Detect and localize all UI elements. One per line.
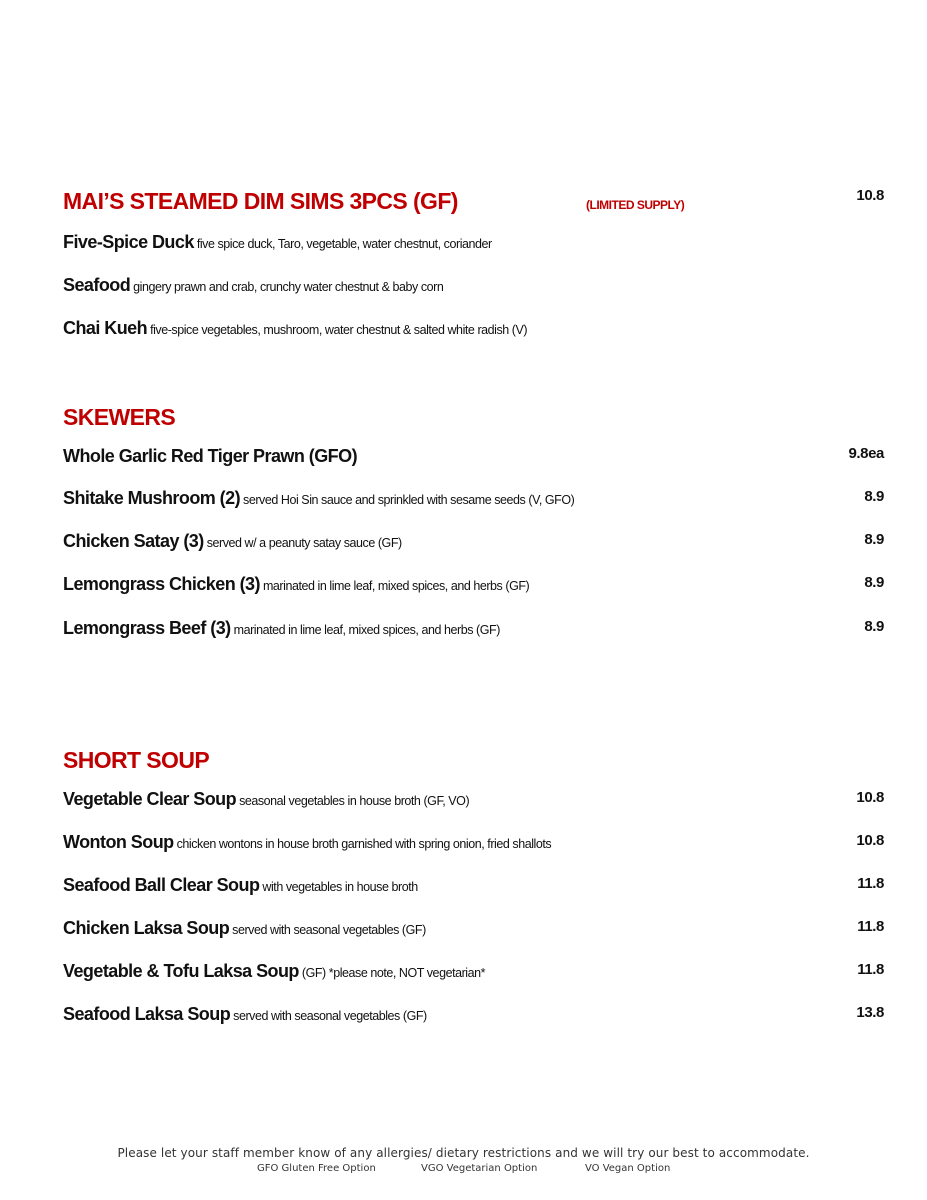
section-title-dim-sims: MAI’S STEAMED DIM SIMS 3PCS (GF) <box>63 188 458 214</box>
menu-item-lemongrass-beef <box>63 619 500 638</box>
menu-item-seafood-ball-clear-soup <box>63 876 418 895</box>
legend-vegetarian-option: VGO Vegetarian Option <box>421 1163 538 1174</box>
menu-item-chai-kueh <box>63 319 527 338</box>
item-price: 11.8 <box>857 918 884 935</box>
menu-item-lemongrass-chicken <box>63 575 529 594</box>
item-name: Chicken Satay (3) <box>63 531 204 551</box>
item-description: marinated in lime leaf, mixed spices, and herbs (GF) <box>233 623 500 637</box>
item-description: with vegetables in house broth <box>262 880 418 894</box>
item-name: Vegetable & Tofu Laksa Soup <box>63 961 299 981</box>
item-description: served Hoi Sin sauce and sprinkled with sesame seeds (V, GFO) <box>243 493 575 507</box>
item-name: Vegetable Clear Soup <box>63 789 237 809</box>
menu-item-red-tiger-prawn <box>63 447 360 466</box>
legend-vegan-option: VO Vegan Option <box>585 1163 671 1174</box>
item-description: marinated in lime leaf, mixed spices, and herbs (GF) <box>262 579 530 593</box>
item-price: 8.9 <box>864 574 884 591</box>
item-price: 13.8 <box>856 1004 884 1021</box>
item-description: gingery prawn and crab, crunchy water chestnut & baby corn <box>133 280 444 294</box>
menu-item-chicken-satay <box>63 532 402 551</box>
dim-sims-price: 10.8 <box>856 187 884 204</box>
item-description: five spice duck, Taro, vegetable, water chestnut, coriander <box>196 237 492 251</box>
item-name: Seafood <box>63 275 131 295</box>
item-name: Seafood Laksa Soup <box>63 1004 231 1024</box>
item-description: (GF) *please note, NOT vegetarian* <box>301 966 486 980</box>
menu-item-wonton-soup <box>63 833 551 852</box>
item-name: Five-Spice Duck <box>63 232 194 252</box>
menu-item-five-spice-duck <box>63 233 492 252</box>
item-description: seasonal vegetables in house broth (GF, VO) <box>239 794 470 808</box>
item-price: 10.8 <box>856 789 884 806</box>
allergy-notice: Please let your staff member know of any allergies/ dietary restrictions and we will try our best to accommodate. <box>117 1146 810 1160</box>
menu-item-seafood-laksa-soup <box>63 1005 427 1024</box>
item-price: 11.8 <box>857 961 884 978</box>
item-price: 8.9 <box>864 488 884 505</box>
item-name: Shitake Mushroom (2) <box>63 488 241 508</box>
menu-item-seafood <box>63 276 443 295</box>
item-name: Lemongrass Chicken (3) <box>63 574 260 594</box>
item-description: served with seasonal vegetables (GF) <box>233 1009 427 1023</box>
item-name: Lemongrass Beef (3) <box>63 618 231 638</box>
item-name: Wonton Soup <box>63 832 174 852</box>
legend-gluten-free-option: GFO Gluten Free Option <box>257 1163 376 1174</box>
item-name: Seafood Ball Clear Soup <box>63 875 260 895</box>
item-price: 8.9 <box>864 618 884 635</box>
item-price: 10.8 <box>856 832 884 849</box>
limited-supply-note: (LIMITED SUPPLY) <box>586 198 685 212</box>
item-name: Chicken Laksa Soup <box>63 918 230 938</box>
item-name: Chai Kueh <box>63 318 148 338</box>
item-description: served with seasonal vegetables (GF) <box>232 923 426 937</box>
menu-item-vegetable-tofu-laksa-soup <box>63 962 485 981</box>
menu-item-shitake-mushroom <box>63 489 574 508</box>
section-title-skewers: SKEWERS <box>63 404 176 430</box>
item-description: served w/ a peanuty satay sauce (GF) <box>206 536 402 550</box>
item-price: 11.8 <box>857 875 884 892</box>
item-description: five-spice vegetables, mushroom, water chestnut & salted white radish (V) <box>150 323 528 337</box>
menu-item-vegetable-clear-soup <box>63 790 469 809</box>
item-name: Whole Garlic Red Tiger Prawn (GFO) <box>63 446 358 466</box>
section-title-short-soup: SHORT SOUP <box>63 747 210 773</box>
item-description: chicken wontons in house broth garnished with spring onion, fried shallots <box>176 837 552 851</box>
item-price: 8.9 <box>864 531 884 548</box>
menu-item-chicken-laksa-soup <box>63 919 426 938</box>
item-price: 9.8ea <box>848 445 884 462</box>
